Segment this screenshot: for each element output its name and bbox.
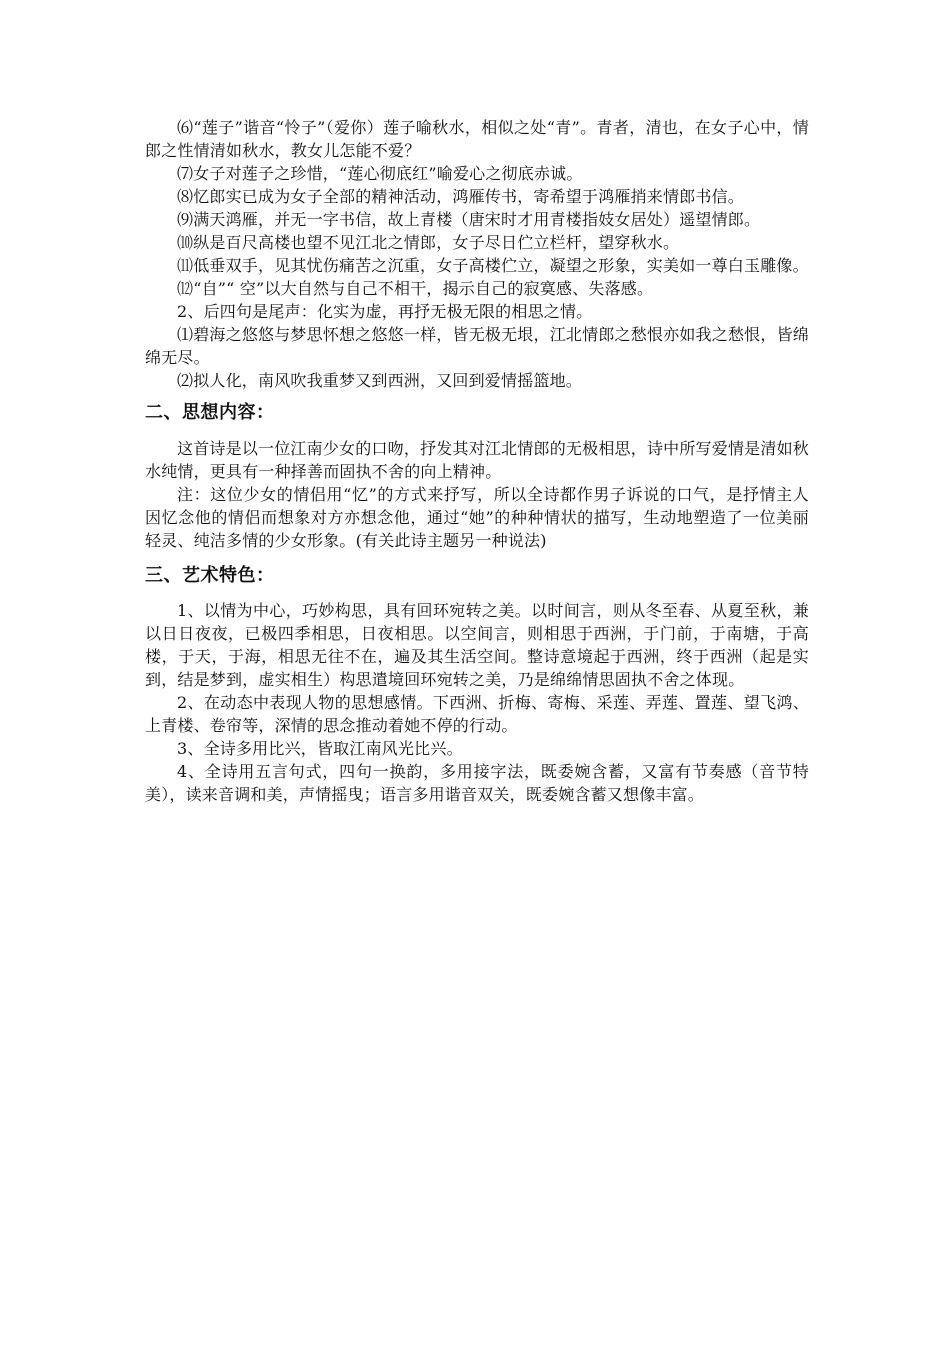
note-item: ⑾低垂双手，见其忧伤痛苦之沉重，女子高楼伫立，凝望之形象，实美如一尊白玉雕像。 xyxy=(177,256,809,275)
note-item: ⑺女子对莲子之珍惜，“莲心彻底红”喻爱心之彻底赤诚。 xyxy=(177,164,583,183)
note-item: ⑹“莲子”谐音“怜子”（爱你）莲子喻秋水，相似之处“青”。青者，清也，在女子心中，情郎之性情清如秋水，教女儿怎能不爱？ xyxy=(145,118,809,160)
paragraph: 4、全诗用五言句式，四句一换韵，多用接字法，既委婉含蓄，又富有节奏感（音节特美），读来音调和美，声情摇曳；语言多用谐音双关，既委婉含蓄又想像丰富。 xyxy=(145,762,809,804)
note-item: ⑼满天鸿雁，并无一字书信，故上青楼（唐宋时才用青楼指妓女居处）遥望情郎。 xyxy=(177,210,761,229)
note-item: ⑽纵是百尺高楼也望不见江北之情郎，女子尽日伫立栏杆，望穿秋水。 xyxy=(177,233,680,252)
note-item: ⑵拟人化，南风吹我重梦又到西洲，又回到爱情摇篮地。 xyxy=(177,371,583,390)
note-item: ⑿“自”“ 空”以大自然与自己不相干，揭示自己的寂寞感、失落感。 xyxy=(177,279,654,298)
paragraph: 1、以情为中心，巧妙构思，具有回环宛转之美。以时间言，则从冬至春、从夏至秋，兼以日日夜夜，已极四季相思，日夜相思。以空间言，则相思于西洲，于门前，于南塘，于高楼，于天，于海，相思无往不在，遍及其生活空间。整诗意境起于西洲，终于西洲（起是实到，结是梦到，虚实相生）构思遣境回环宛转之美，乃是绵绵情思固执不舍之体现。 xyxy=(145,601,809,689)
paragraph: 这首诗是以一位江南少女的口吻，抒发其对江北情郎的无极相思，诗中所写爱情是清如秋水纯情，更具有一种择善而固执不舍的向上精神。 xyxy=(145,439,809,481)
section-heading-thought-content: 二、思想内容： xyxy=(145,402,275,423)
section-2-body xyxy=(145,437,809,552)
section-heading-artistic-features: 三、艺术特色： xyxy=(145,565,275,586)
document-page xyxy=(145,116,809,806)
section-1-notes xyxy=(145,116,809,392)
section-3-body xyxy=(145,599,809,806)
paragraph: 2、在动态中表现人物的思想感情。下西洲、折梅、寄梅、采莲、弄莲、置莲、望飞鸿、上青楼、卷帘等，深情的思念推动着她不停的行动。 xyxy=(145,693,809,735)
note-item: ⑻忆郎实已成为女子全部的精神活动，鸿雁传书，寄希望于鸿雁捎来情郎书信。 xyxy=(177,187,745,206)
paragraph: 3、全诗多用比兴，皆取江南风光比兴。 xyxy=(177,739,463,758)
paragraph: 注：这位少女的情侣用“忆”的方式来抒写，所以全诗都作男子诉说的口气，是抒情主人因忆念他的情侣而想象对方亦想念他，通过“她”的种种情状的描写，生动地塑造了一位美丽轻灵、纯洁多情的少女形象。(有关此诗主题另一种说法) xyxy=(145,485,809,550)
subsection-point: 2、后四句是尾声：化实为虚，再抒无极无限的相思之情。 xyxy=(177,302,593,321)
note-item: ⑴碧海之悠悠与梦思怀想之悠悠一样，皆无极无垠，江北情郎之愁恨亦如我之愁恨，皆绵绵无尽。 xyxy=(145,325,809,367)
